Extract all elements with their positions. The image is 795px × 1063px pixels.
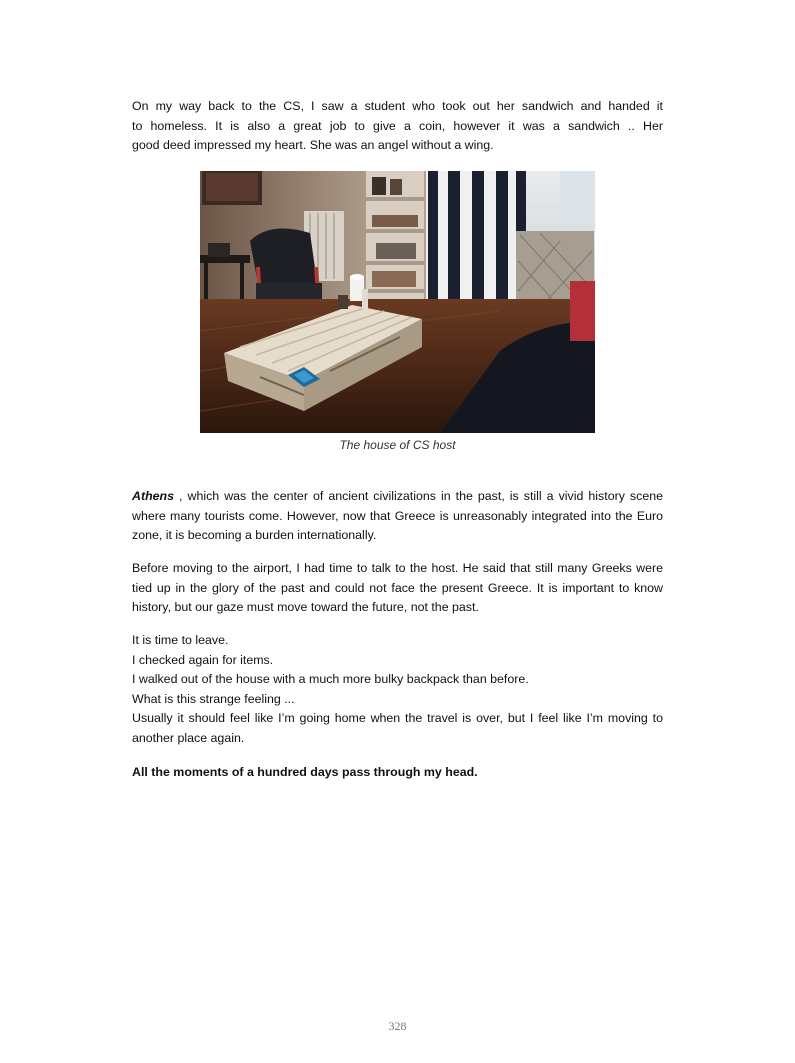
text-line: On my way back to the CS, I saw a student who took out her sandwich and handed it bbox=[132, 99, 663, 113]
closing-line: All the moments of a hundred days pass through my head. bbox=[132, 765, 478, 779]
photo-caption: The house of CS host bbox=[339, 438, 456, 452]
paragraph-student-sandwich bbox=[132, 97, 663, 156]
text-line: It is time to leave. bbox=[132, 633, 229, 647]
text-line: What is this strange feeling ... bbox=[132, 691, 295, 706]
athens-text: , which was the center of ancient civilizations in the past, is still a vivid history scene where many tourists come. However, now that Greece is unreasonably integrated into the Euro zone, it is becoming a burden internationally. bbox=[132, 489, 663, 543]
text-line: good deed impressed my heart. She was an angel without a wing. bbox=[132, 138, 494, 153]
athens-emphasis: Athens bbox=[132, 489, 174, 503]
page-number: 328 bbox=[388, 1019, 407, 1033]
paragraph-leaving bbox=[132, 631, 663, 749]
photo-living-room bbox=[200, 171, 595, 433]
text-line: to homeless. It is also a great job to give a coin, however it was a sandwich .. Her bbox=[132, 118, 663, 133]
paragraph-host-talk: Before moving to the airport, I had time to talk to the host. He said that still many Greeks were tied up in the glory of the past and could not face the present Greece. It is important to know history, but our gaze must move toward the future, not the past. bbox=[132, 561, 663, 615]
text-line: Usually it should feel like I’m going home when the travel is over, but I feel like I’m moving to another place again. bbox=[132, 711, 663, 745]
text-line: I checked again for items. bbox=[132, 652, 274, 667]
text-line: I walked out of the house with a much more bulky backpack than before. bbox=[132, 672, 529, 687]
paragraph-athens bbox=[132, 487, 663, 546]
living-room-illustration bbox=[200, 171, 595, 433]
